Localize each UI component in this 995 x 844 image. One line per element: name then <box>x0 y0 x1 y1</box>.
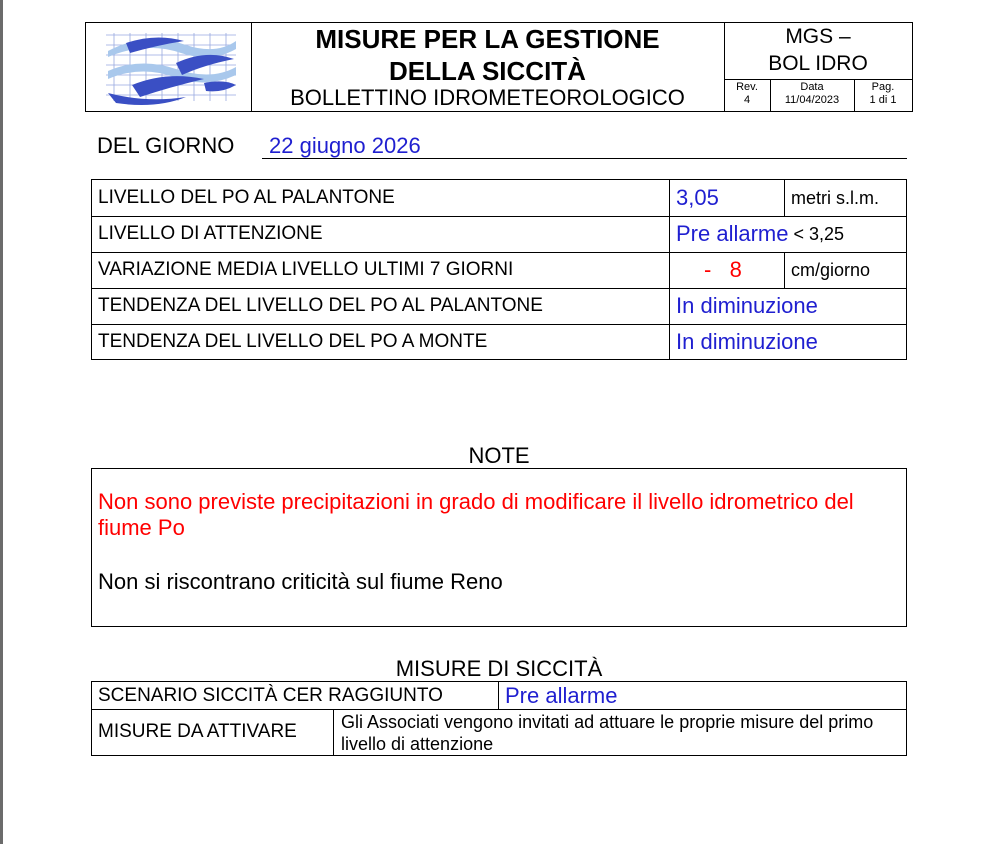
table-row <box>92 216 906 253</box>
row-unit: cm/giorno <box>784 252 906 288</box>
code-line-1: MGS – <box>785 25 851 48</box>
drought-table <box>91 681 907 756</box>
consortium-logo <box>86 23 252 111</box>
measures-value: Gli Associati vengono invitati ad attuare le proprie misure del primo livello di attenzione <box>341 712 874 754</box>
table-row <box>92 180 906 217</box>
day-underline <box>262 158 907 159</box>
row-value: In diminuzione <box>676 328 818 354</box>
notes-box <box>91 468 907 627</box>
date-label: Data <box>800 81 824 93</box>
window-edge <box>0 0 3 844</box>
measures-label: MISURE DA ATTIVARE <box>92 709 334 755</box>
hydro-table <box>91 179 907 360</box>
row-value: In diminuzione <box>676 293 818 318</box>
document-header <box>85 22 913 112</box>
waves-logo-icon <box>86 23 251 111</box>
title-line-1: MISURE PER LA GESTIONE <box>315 24 660 54</box>
document-subtitle: BOLLETTINO IDROMETEOROLOGICO <box>290 85 685 110</box>
document-title <box>251 23 725 111</box>
table-row <box>92 324 906 359</box>
date-value: 11/04/2023 <box>784 94 840 106</box>
table-row <box>92 252 906 289</box>
row-label: TENDENZA DEL LIVELLO DEL PO A MONTE <box>92 324 670 359</box>
row-label: LIVELLO DI ATTENZIONE <box>92 216 670 252</box>
row-unit: metri s.l.m. <box>784 180 906 216</box>
row-value <box>670 216 844 252</box>
row-value: - 8 <box>704 257 742 282</box>
row-value: 3,05 <box>676 185 719 210</box>
table-row <box>92 288 906 325</box>
revision-label: Rev. <box>736 81 758 93</box>
page-value: 1 di 1 <box>869 94 897 106</box>
drought-title: MISURE DI SICCITÀ <box>395 656 603 681</box>
revision-cell <box>724 79 771 111</box>
note-precipitation: Non sono previste precipitazioni in grado di modificare il livello idrometrico del fiume Po <box>98 489 854 540</box>
scenario-value: Pre allarme <box>505 683 618 708</box>
table-row <box>92 709 906 755</box>
table-row <box>92 682 906 710</box>
title-line-2: DELLA SICCITÀ <box>389 56 586 86</box>
page-label: Pag. <box>871 81 895 93</box>
date-cell <box>770 79 855 111</box>
row-label: TENDENZA DEL LIVELLO DEL PO AL PALANTONE <box>92 288 670 324</box>
attention-threshold: < 3,25 <box>793 223 845 244</box>
scenario-label: SCENARIO SICCITÀ CER RAGGIUNTO <box>92 682 499 709</box>
attention-level-value: Pre allarme <box>676 221 789 246</box>
document-code <box>724 23 912 80</box>
row-label: LIVELLO DEL PO AL PALANTONE <box>92 180 670 216</box>
revision-value: 4 <box>743 94 751 106</box>
row-label: VARIAZIONE MEDIA LIVELLO ULTIMI 7 GIORNI <box>92 252 670 288</box>
notes-title: NOTE <box>468 443 530 468</box>
day-value: 22 giugno 2026 <box>269 133 421 158</box>
day-label: DEL GIORNO <box>97 133 235 158</box>
page-cell <box>854 79 912 111</box>
code-line-2: BOL IDRO <box>768 52 868 75</box>
note-reno: Non si riscontrano criticità sul fiume Reno <box>98 569 503 594</box>
